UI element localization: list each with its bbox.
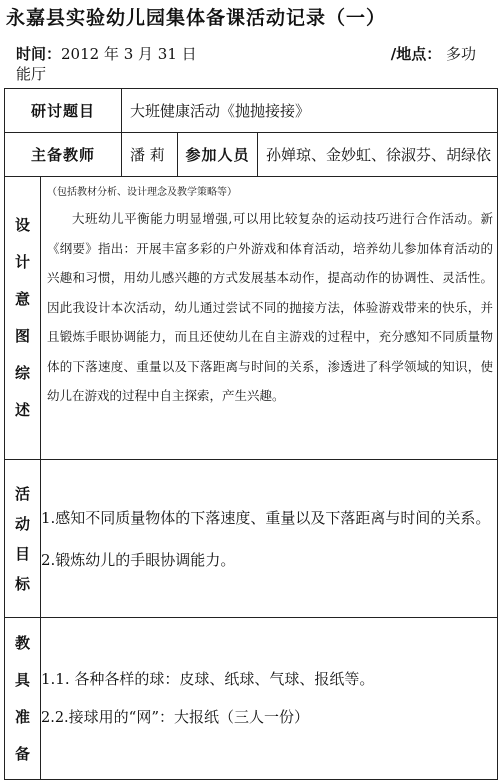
page-title: 永嘉县实验幼儿园集体备课活动记录（一） bbox=[6, 7, 387, 29]
prep-label-char: 教 bbox=[14, 633, 30, 652]
place-field bbox=[391, 44, 476, 64]
design-label-char: 综 bbox=[14, 364, 30, 382]
prep-row bbox=[5, 618, 498, 780]
goal-item: 2.锻炼幼儿的手眼协调能力。 bbox=[41, 550, 236, 569]
design-row bbox=[5, 177, 498, 460]
place-label: /地点： bbox=[390, 45, 442, 63]
topic-value: 大班健康活动《抛抛接接》 bbox=[122, 89, 498, 133]
design-label bbox=[5, 177, 41, 460]
prep-label-char: 具 bbox=[14, 670, 30, 689]
goals-label-char: 目 bbox=[14, 544, 30, 563]
design-content bbox=[41, 177, 498, 460]
goals-row bbox=[5, 460, 498, 618]
topic-label: 研讨题目 bbox=[5, 89, 122, 133]
goals-label-char: 活 bbox=[14, 484, 30, 503]
prep-label-char: 备 bbox=[14, 744, 30, 763]
prep-item: 1.1. 各种各样的球：皮球、纸球、气球、报纸等。 bbox=[41, 670, 375, 688]
topic-row bbox=[5, 89, 498, 133]
design-note: （包括教材分析、设计理念及教学策略等） bbox=[47, 187, 237, 198]
design-label-char: 意 bbox=[14, 290, 30, 308]
meta-line bbox=[16, 44, 490, 83]
prep-item-number: 2.2. bbox=[41, 710, 69, 726]
goals-label bbox=[5, 460, 41, 618]
prep-item-text: 接球用的“网”：大报纸（三人一份） bbox=[68, 708, 310, 726]
prep-item bbox=[41, 707, 497, 728]
time-label: 时间： bbox=[16, 45, 62, 63]
design-label-char: 述 bbox=[14, 401, 30, 419]
prep-content bbox=[41, 618, 498, 780]
teacher-label: 主备教师 bbox=[5, 133, 122, 177]
goals-label-char: 动 bbox=[14, 514, 30, 533]
time-value: 2012 年 3 月 31 日 bbox=[61, 45, 197, 63]
place-value-wrap: 能厅 bbox=[16, 65, 47, 83]
goals-content bbox=[41, 460, 498, 618]
prep-label-char: 准 bbox=[14, 707, 30, 726]
goal-item: 1.感知不同质量物体的下落速度、重量以及下落距离与时间的关系。 bbox=[41, 508, 491, 527]
record-table bbox=[4, 88, 498, 780]
teacher-value: 潘 莉 bbox=[122, 133, 178, 177]
design-text: 大班幼儿平衡能力明显增强,可以用比较复杂的运动技巧进行合作活动。新《纲要》指出：开展丰富多彩的户外游戏和体育活动，培养幼儿参加体育活动的兴趣和习惯，用幼儿感兴趣的方式发展基本动作，提高动作的协调性、灵活性。因此我设计本次活动，幼儿通过尝试不同的抛接方法，体验游戏带来的快乐，并且锻炼手眼协调能力，而且还使幼儿在自主游戏的过程中，充分感知不同质量物体的下落速度、重量以及下落距离与时间的关系，渗透进了科学领域的知识，使幼儿在游戏的过程中自主探索，产生兴趣。 bbox=[47, 211, 493, 403]
design-label-char: 图 bbox=[14, 327, 30, 345]
teacher-row bbox=[5, 133, 498, 177]
goals-label-char: 标 bbox=[14, 574, 30, 593]
participants-value: 孙婵琼、金妙虹、徐淑芬、胡绿依 bbox=[258, 133, 498, 177]
design-label-char: 设 bbox=[14, 216, 30, 234]
prep-label bbox=[5, 618, 41, 780]
participants-label: 参加人员 bbox=[178, 133, 258, 177]
place-value: 多功 bbox=[445, 45, 476, 63]
design-label-char: 计 bbox=[14, 253, 30, 271]
